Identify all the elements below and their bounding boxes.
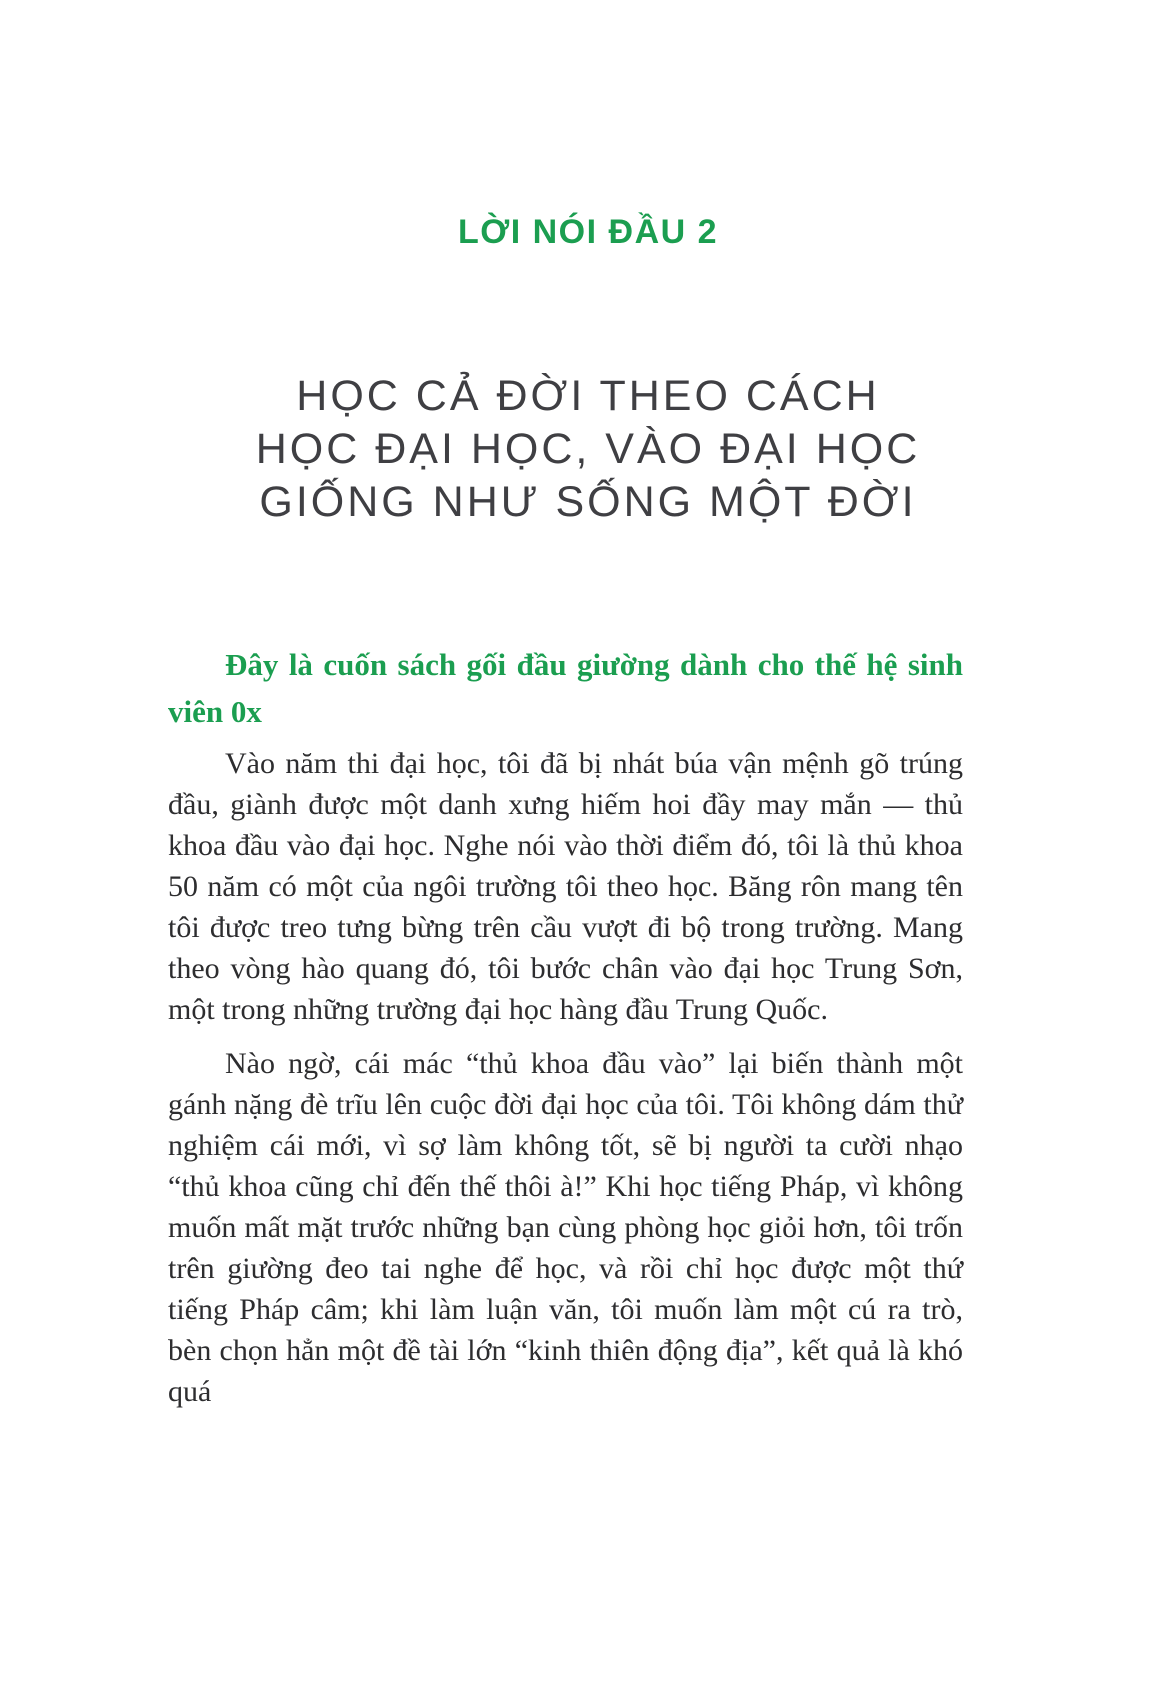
chapter-title-line-3: GIỐNG NHƯ SỐNG MỘT ĐỜI [259,478,917,526]
chapter-title [0,370,1176,529]
body-paragraph-2: Nào ngờ, cái mác “thủ khoa đầu vào” lại biến thành một gánh nặng đè trĩu lên cuộc đời đại học của tôi. Tôi không dám thử nghiệm cái mới, vì sợ làm không tốt, sẽ bị người ta cười nhạo “thủ khoa cũng chỉ đến thế thôi à!” Khi học tiếng Pháp, vì không muốn mất mặt trước những bạn cùng phòng học giỏi hơn, tôi trốn trên giường đeo tai nghe để học, và rồi chỉ học được một thứ tiếng Pháp câm; khi làm luận văn, tôi muốn làm một cú ra trò, bèn chọn hẳn một đề tài lớn “kinh thiên động địa”, kết quả là khó quá [168,1047,963,1408]
chapter-title-line-2: HỌC ĐẠI HỌC, VÀO ĐẠI HỌC [255,425,921,473]
chapter-title-line-1: HỌC CẢ ĐỜI THEO CÁCH [296,372,880,420]
body-paragraph-1: Vào năm thi đại học, tôi đã bị nhát búa vận mệnh gõ trúng đầu, giành được một danh xưng hiếm hoi đầy may mắn — thủ khoa đầu vào đại học. Nghe nói vào thời điểm đó, tôi là thủ khoa 50 năm có một của ngôi trường tôi theo học. Băng rôn mang tên tôi được treo tưng bừng trên cầu vượt đi bộ trong trường. Mang theo vòng hào quang đó, tôi bước chân vào đại học Trung Sơn, một trong những trường đại học hàng đầu Trung Quốc. [168,747,963,1026]
article-body [168,641,963,1412]
lead-paragraph: Đây là cuốn sách gối đầu giường dành cho thế hệ sinh viên 0x [168,647,963,729]
preface-kicker: LỜI NÓI ĐẦU 2 [457,213,719,251]
